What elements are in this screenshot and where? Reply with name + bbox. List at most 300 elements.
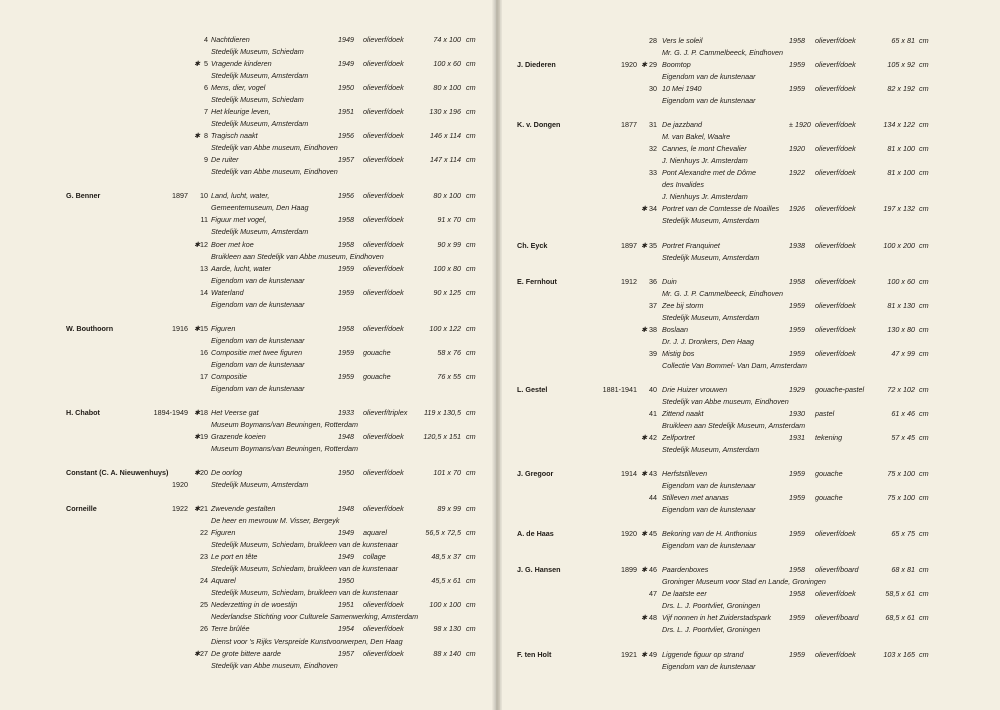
work-dimensions: 134 x 122 <box>883 120 915 130</box>
provenance: Bruikleen aan Stedelijk Museum, Amsterdam <box>662 420 806 430</box>
work-medium: olieverf/doek <box>363 431 404 441</box>
work-dimensions: 76 x 55 <box>437 371 461 381</box>
work-medium: gouache <box>363 371 391 381</box>
entry-detail-line <box>500 360 1000 372</box>
entry-detail-line <box>0 515 496 527</box>
work-dimensions: 130 x 196 <box>429 107 461 117</box>
work-dimensions: 90 x 125 <box>433 287 461 297</box>
work-date: 1959 <box>789 529 805 539</box>
work-title: Vijf nonnen in het Zuiderstadspark <box>662 613 771 623</box>
dimension-unit: cm <box>919 565 929 575</box>
work-dimensions: 56,5 x 72,5 <box>425 528 461 538</box>
work-dimensions: 90 x 99 <box>437 239 461 249</box>
catalogue-number: 32 <box>649 144 657 154</box>
work-medium: olieverf/doek <box>363 215 404 225</box>
work-medium: olieverf/doek <box>363 107 404 117</box>
entry-detail-line <box>0 539 496 551</box>
illustration-mark: ✱ <box>641 60 648 70</box>
artist-years: 1899 <box>621 565 637 575</box>
entry-detail-line <box>0 636 496 648</box>
work-date: 1957 <box>338 155 354 165</box>
catalogue-number: 20 <box>200 468 208 478</box>
illustration-mark: ✱ <box>641 240 648 250</box>
catalogue-number: 8 <box>204 131 208 141</box>
dimension-unit: cm <box>919 493 929 503</box>
work-dimensions: 80 x 100 <box>433 83 461 93</box>
work-dimensions: 88 x 140 <box>433 648 461 658</box>
catalogue-number: 45 <box>649 529 657 539</box>
catalogue-entry <box>0 34 496 46</box>
entry-detail-line <box>0 443 496 455</box>
work-title: Liggende figuur op strand <box>662 649 744 659</box>
entry-detail-line <box>500 179 1000 191</box>
artist-name: A. de Haas <box>517 529 554 539</box>
catalogue-entry <box>0 263 496 275</box>
entry-detail-line <box>0 383 496 395</box>
dimension-unit: cm <box>919 204 929 214</box>
catalogue-entry <box>500 649 1000 661</box>
catalogue-entry <box>500 528 1000 540</box>
work-date: 1933 <box>338 407 354 417</box>
provenance: Eigendom van de kunstenaar <box>662 481 756 491</box>
provenance: Stedelijk Museum, Schiedam, bruikleen van de kunstenaar <box>211 564 398 574</box>
work-dimensions: 65 x 75 <box>891 529 915 539</box>
entry-detail-line <box>0 359 496 371</box>
provenance: Gemeentemuseum, Den Haag <box>211 203 309 213</box>
dimension-unit: cm <box>919 144 929 154</box>
work-date: 1957 <box>338 648 354 658</box>
work-date: ± 1920 <box>789 120 811 130</box>
catalogue-number: 35 <box>649 240 657 250</box>
provenance: Stedelijk Museum, Amsterdam <box>211 119 309 129</box>
catalogue-number: 31 <box>649 120 657 130</box>
illustration-mark: ✱ <box>194 59 201 69</box>
illustration-mark: ✱ <box>194 323 201 333</box>
dimension-unit: cm <box>919 469 929 479</box>
entry-detail-line <box>500 480 1000 492</box>
work-medium: olieverf/doek <box>815 84 856 94</box>
work-medium: olieverf/doek <box>363 131 404 141</box>
work-title: 10 Mei 1940 <box>662 84 702 94</box>
catalogue-number: 5 <box>204 59 208 69</box>
work-medium: olieverf/doek <box>815 240 856 250</box>
catalogue-entry <box>0 407 496 419</box>
entry-detail-line <box>500 504 1000 516</box>
entry-detail-line <box>0 419 496 431</box>
catalogue-entry <box>500 203 1000 215</box>
dimension-unit: cm <box>466 552 476 562</box>
catalogue-entry <box>0 287 496 299</box>
work-dimensions: 98 x 130 <box>433 624 461 634</box>
work-dimensions: 48,5 x 37 <box>431 552 461 562</box>
provenance: Museum Boymans/van Beuningen, Rotterdam <box>211 419 359 429</box>
work-medium: olieverf/doek <box>815 529 856 539</box>
work-date: 1959 <box>789 613 805 623</box>
catalogue-number: 27 <box>200 648 208 658</box>
catalogue-entry <box>500 588 1000 600</box>
provenance: Stedelijk Museum, Amsterdam <box>211 227 309 237</box>
illustration-mark: ✱ <box>194 407 201 417</box>
work-date: 1949 <box>338 59 354 69</box>
work-dimensions: 47 x 99 <box>891 348 915 358</box>
work-medium: olieverf/doek <box>363 239 404 249</box>
work-title: Compositie met twee figuren <box>211 347 303 357</box>
work-title: Vragende kinderen <box>211 59 272 69</box>
artist-years: 1912 <box>621 276 637 286</box>
provenance: Stedelijk van Abbe museum, Eindhoven <box>211 660 338 670</box>
catalogue-entry <box>0 154 496 166</box>
work-medium: olieverf/board <box>815 565 859 575</box>
catalogue-entry <box>0 214 496 226</box>
work-date: 1958 <box>789 36 805 45</box>
work-dimensions: 81 x 100 <box>887 168 915 178</box>
work-date: 1958 <box>338 323 354 333</box>
catalogue-entry <box>0 130 496 142</box>
work-title: De ruiter <box>211 155 239 165</box>
provenance: Stedelijk Museum, Schiedam, bruikleen van de kunstenaar <box>211 588 398 598</box>
catalogue-entry <box>0 503 496 515</box>
catalogue-entry <box>500 564 1000 576</box>
artist-name: K. v. Dongen <box>517 120 561 130</box>
artist-name: L. Gestel <box>517 384 548 394</box>
entry-detail-line <box>0 563 496 575</box>
catalogue-entry <box>500 384 1000 396</box>
provenance: Drs. L. J. Poortvliet, Groningen <box>662 625 761 635</box>
dimension-unit: cm <box>919 324 929 334</box>
work-date: 1959 <box>789 649 805 659</box>
catalogue-entry <box>0 347 496 359</box>
dimension-unit: cm <box>919 300 929 310</box>
work-dimensions: 100 x 60 <box>433 59 461 69</box>
catalogue-entry <box>500 300 1000 312</box>
illustration-mark: ✱ <box>641 469 648 479</box>
artist-years: 1920 <box>621 529 637 539</box>
entry-detail-line <box>0 587 496 599</box>
work-date: 1958 <box>789 565 805 575</box>
dimension-unit: cm <box>466 323 476 333</box>
work-title: Aquarel <box>211 576 236 586</box>
work-title: Duin <box>662 276 677 286</box>
work-dimensions: 100 x 122 <box>429 323 461 333</box>
work-dimensions: 120,5 x 151 <box>423 431 461 441</box>
provenance: De heer en mevrouw M. Visser, Bergeyk <box>211 516 340 526</box>
entry-detail-line <box>500 336 1000 348</box>
work-title: Compositie <box>211 371 247 381</box>
illustration-mark: ✱ <box>194 131 201 141</box>
work-medium: olieverf/board <box>815 613 859 623</box>
work-medium: olieverf/doek <box>815 276 856 286</box>
work-title: Zee bij storm <box>662 300 704 310</box>
catalogue-number: 15 <box>200 323 208 333</box>
catalogue-number: 40 <box>649 384 657 394</box>
catalogue-entry <box>500 612 1000 624</box>
entry-detail-line <box>0 299 496 311</box>
dimension-unit: cm <box>919 120 929 130</box>
work-title: Paardenboxes <box>662 565 709 575</box>
work-medium: olieverf/doek <box>815 36 856 45</box>
work-dimensions: 82 x 192 <box>887 84 915 94</box>
work-dimensions: 45,5 x 61 <box>431 576 461 586</box>
work-title: Portret van de Comtesse de Noailles <box>662 204 780 214</box>
work-date: 1959 <box>338 371 354 381</box>
work-medium: olieverf/doek <box>815 348 856 358</box>
dimension-unit: cm <box>919 649 929 659</box>
catalogue-number: 48 <box>649 613 657 623</box>
dimension-unit: cm <box>466 59 476 69</box>
work-date: 1930 <box>789 408 805 418</box>
work-dimensions: 68 x 81 <box>891 565 915 575</box>
work-title: De oorlog <box>211 468 243 478</box>
work-date: 1938 <box>789 240 805 250</box>
work-medium: olieverf/doek <box>363 468 404 478</box>
provenance: Stedelijk Museum, Amsterdam <box>662 445 760 455</box>
work-dimensions: 91 x 70 <box>437 215 461 225</box>
work-title: Vers le soleil <box>662 36 703 45</box>
work-medium: gouache <box>815 493 843 503</box>
work-medium: olieverf/doek <box>815 300 856 310</box>
work-title: Zelfportret <box>662 432 695 442</box>
work-date: 1959 <box>338 287 354 297</box>
work-dimensions: 197 x 132 <box>883 204 915 214</box>
work-title: Zittend naakt <box>662 408 704 418</box>
work-title: Le port en tête <box>211 552 258 562</box>
provenance: Nederlandse Stichting voor Culturele Samenwerking, Amsterdam <box>211 612 419 622</box>
catalogue-number: 24 <box>200 576 208 586</box>
work-title: Aarde, lucht, water <box>211 263 271 273</box>
artist-name: J. Gregoor <box>517 469 554 479</box>
illustration-mark: ✱ <box>641 649 648 659</box>
provenance: Stedelijk Museum, Amsterdam <box>662 216 760 226</box>
work-title: Waterland <box>211 287 244 297</box>
work-date: 1949 <box>338 528 354 538</box>
dimension-unit: cm <box>466 287 476 297</box>
provenance: Stedelijk Museum, Amsterdam <box>211 71 309 81</box>
provenance: Eigendom van de kunstenaar <box>211 335 305 345</box>
work-title: Stilleven met ananas <box>662 493 729 503</box>
work-dimensions: 100 x 100 <box>429 600 461 610</box>
dimension-unit: cm <box>466 576 476 586</box>
work-medium: olieverf/triplex <box>363 407 408 417</box>
work-title: De laatste eer <box>662 589 707 599</box>
work-title: De grote bittere aarde <box>211 648 281 658</box>
catalogue-number: 43 <box>649 469 657 479</box>
work-title: Cannes, le mont Chevalier <box>662 144 747 154</box>
dimension-unit: cm <box>466 191 476 201</box>
work-date: 1959 <box>338 263 354 273</box>
provenance: Bruikleen aan Stedelijk van Abbe museum, Eindhoven <box>211 251 384 261</box>
provenance: Stedelijk van Abbe museum, Eindhoven <box>662 396 789 406</box>
catalogue-entry <box>0 527 496 539</box>
illustration-mark: ✱ <box>194 239 201 249</box>
catalogue-number: 41 <box>649 408 657 418</box>
work-date: 1951 <box>338 600 354 610</box>
work-dimensions: 119 x 130,5 <box>423 407 461 417</box>
entry-detail-line <box>500 600 1000 612</box>
work-date: 1951 <box>338 107 354 117</box>
work-title: Boomtop <box>662 60 691 70</box>
dimension-unit: cm <box>466 371 476 381</box>
work-title: Bekoring van de H. Anthonius <box>662 529 757 539</box>
catalogue-number: 25 <box>200 600 208 610</box>
work-medium: olieverf/doek <box>363 35 404 44</box>
entry-detail-line <box>0 142 496 154</box>
work-title: Zwevende gestalten <box>211 504 276 514</box>
work-title: Portret Franquinet <box>662 240 720 250</box>
catalogue-number: 21 <box>200 504 208 514</box>
artist-name: E. Fernhout <box>517 276 557 286</box>
work-date: 1931 <box>789 432 805 442</box>
dimension-unit: cm <box>466 131 476 141</box>
work-dimensions: 100 x 80 <box>433 263 461 273</box>
artist-years: 1897 <box>621 240 637 250</box>
entry-detail-line <box>500 576 1000 588</box>
entry-detail-line <box>500 155 1000 167</box>
dimension-unit: cm <box>919 529 929 539</box>
artist-name: J. Diederen <box>517 60 556 70</box>
work-dimensions: 75 x 100 <box>887 469 915 479</box>
catalogue-number: 17 <box>200 371 208 381</box>
work-date: 1956 <box>338 131 354 141</box>
work-date: 1959 <box>338 347 354 357</box>
provenance: Dr. J. J. Dronkers, Den Haag <box>662 336 755 346</box>
dimension-unit: cm <box>466 155 476 165</box>
work-medium: olieverf/doek <box>363 600 404 610</box>
catalogue-entry <box>500 143 1000 155</box>
work-title: Figuur met vogel, <box>211 215 267 225</box>
entry-detail-line <box>500 252 1000 264</box>
work-title: Nachtdieren <box>211 35 250 44</box>
work-title: Boer met koe <box>211 239 254 249</box>
dimension-unit: cm <box>466 504 476 514</box>
provenance: Stedelijk Museum, Schiedam <box>211 95 304 105</box>
work-medium: gouache <box>363 347 391 357</box>
dimension-unit: cm <box>466 83 476 93</box>
work-medium: aquarel <box>363 528 387 538</box>
catalogue-entry <box>500 324 1000 336</box>
illustration-mark: ✱ <box>641 613 648 623</box>
catalogue-entry <box>0 467 496 479</box>
work-medium: olieverf/doek <box>815 144 856 154</box>
catalogue-entry <box>500 432 1000 444</box>
work-medium: olieverf/doek <box>815 324 856 334</box>
work-title: Mistig bos <box>662 348 695 358</box>
provenance: J. Nienhuys Jr. Amsterdam <box>662 192 748 202</box>
artist-name: J. G. Hansen <box>517 565 561 575</box>
work-medium: olieverf/doek <box>363 648 404 658</box>
illustration-mark: ✱ <box>194 431 201 441</box>
entry-detail-line <box>0 479 496 491</box>
catalogue-entry <box>500 59 1000 71</box>
work-dimensions: 147 x 114 <box>429 155 461 165</box>
work-date: 1958 <box>338 215 354 225</box>
catalogue-entry <box>0 575 496 587</box>
work-medium: olieverf/doek <box>363 287 404 297</box>
artist-name: Constant (C. A. Nieuwenhuys) <box>66 468 169 478</box>
work-medium: tekening <box>815 432 843 442</box>
entry-detail-line <box>0 46 496 58</box>
work-medium: olieverf/doek <box>363 263 404 273</box>
dimension-unit: cm <box>919 384 929 394</box>
work-medium: olieverf/doek <box>363 323 404 333</box>
entry-detail-line <box>0 251 496 263</box>
entry-detail-line <box>0 226 496 238</box>
work-dimensions: 81 x 100 <box>887 144 915 154</box>
provenance: Mr. G. J. P. Cammelbeeck, Eindhoven <box>662 48 784 58</box>
work-date: 1959 <box>789 84 805 94</box>
dimension-unit: cm <box>466 624 476 634</box>
left-page <box>0 0 496 710</box>
catalogue-entry <box>500 468 1000 480</box>
work-date: 1959 <box>789 348 805 358</box>
work-title: Pont Alexandre met de Dôme <box>662 168 757 178</box>
catalogue-entry <box>0 58 496 70</box>
work-medium: olieverf/doek <box>815 60 856 70</box>
catalogue-number: 49 <box>649 649 657 659</box>
work-dimensions: 68,5 x 61 <box>885 613 915 623</box>
artist-years: 1916 <box>172 323 188 333</box>
catalogue-entry <box>0 323 496 335</box>
work-medium: olieverf/doek <box>363 504 404 514</box>
work-date: 1959 <box>789 300 805 310</box>
catalogue-number: 42 <box>649 432 657 442</box>
catalogue-number: 16 <box>200 347 208 357</box>
illustration-mark: ✱ <box>641 324 648 334</box>
work-dimensions: 89 x 99 <box>437 504 461 514</box>
work-title: Figuren <box>211 528 236 538</box>
work-title: Het kleurige leven, <box>211 107 271 117</box>
work-date: 1949 <box>338 35 354 44</box>
provenance: Eigendom van de kunstenaar <box>662 541 756 551</box>
provenance: Stedelijk van Abbe museum, Eindhoven <box>211 143 338 153</box>
dimension-unit: cm <box>466 347 476 357</box>
catalogue-entry <box>500 348 1000 360</box>
work-date: 1958 <box>789 589 805 599</box>
work-dimensions: 80 x 100 <box>433 191 461 201</box>
entry-detail-line <box>500 288 1000 300</box>
provenance: M. van Bakel, Waalre <box>662 132 731 142</box>
provenance: Eigendom van de kunstenaar <box>211 299 305 309</box>
provenance: Eigendom van de kunstenaar <box>662 505 756 515</box>
catalogue-number: 33 <box>649 168 657 178</box>
work-date: 1958 <box>789 276 805 286</box>
entry-detail-line <box>0 118 496 130</box>
provenance: Museum Boymans/van Beuningen, Rotterdam <box>211 444 359 454</box>
catalogue-number: 26 <box>200 624 208 634</box>
catalogue-number: 39 <box>649 348 657 358</box>
catalogue-number: 47 <box>649 589 657 599</box>
provenance: Stedelijk Museum, Amsterdam <box>662 312 760 322</box>
dimension-unit: cm <box>466 431 476 441</box>
provenance: Stedelijk van Abbe museum, Eindhoven <box>211 167 338 177</box>
entry-detail-line <box>500 312 1000 324</box>
artist-years: 1920 <box>621 60 637 70</box>
provenance: Collectie Van Bommel- Van Dam, Amsterdam <box>662 360 807 370</box>
work-date: 1949 <box>338 552 354 562</box>
artist-years: 1881-1941 <box>602 384 637 394</box>
work-medium: olieverf/doek <box>363 59 404 69</box>
illustration-mark: ✱ <box>641 204 648 214</box>
catalogue-entry <box>500 83 1000 95</box>
provenance: Groninger Museum voor Stad en Lande, Groningen <box>662 577 826 587</box>
catalogue-number: 7 <box>204 107 208 117</box>
catalogue-number: 22 <box>200 528 208 538</box>
dimension-unit: cm <box>466 528 476 538</box>
entry-detail-line <box>0 335 496 347</box>
provenance: Eigendom van de kunstenaar <box>211 383 305 393</box>
catalogue-number: 9 <box>204 155 208 165</box>
catalogue-entry <box>500 35 1000 47</box>
work-medium: olieverf/doek <box>363 83 404 93</box>
